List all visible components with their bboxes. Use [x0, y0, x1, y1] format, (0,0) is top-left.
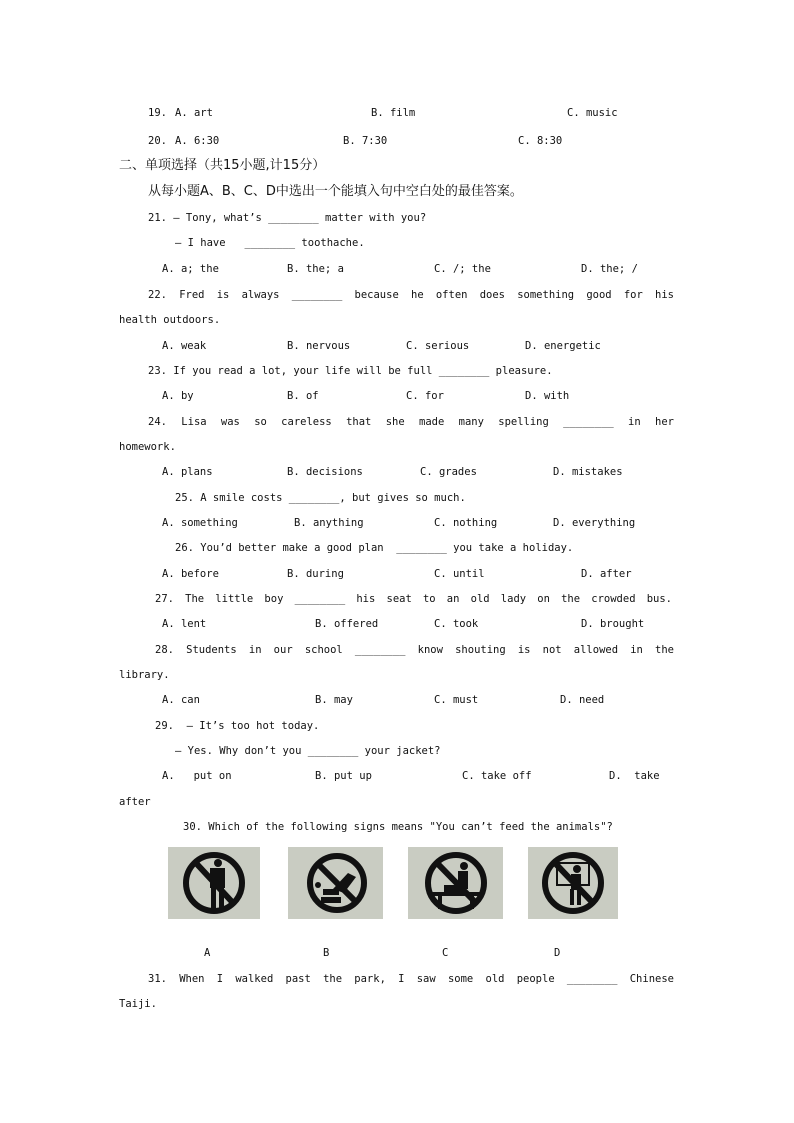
q24-question-cont: homework.: [119, 441, 176, 453]
q22-option-b: B. nervous: [287, 340, 351, 352]
no-leaning-out-sign-icon: [528, 847, 618, 919]
q29-option-d: D. take: [609, 770, 660, 782]
q22-option-c: C. serious: [406, 340, 470, 352]
q27-option-a: A. lent: [162, 618, 207, 630]
sign-label-c: C: [442, 947, 449, 959]
q31-question-cont: Taiji.: [119, 998, 157, 1010]
q25-question: 25. A smile costs ________, but gives so much.: [175, 492, 466, 504]
section-instruction: 从每小题A、B、C、D中选出一个能填入句中空白处的最佳答案。: [148, 184, 523, 199]
q24-option-b: B. decisions: [287, 466, 363, 478]
q19-option-a: A. art: [175, 107, 213, 119]
q25-option-c: C. nothing: [434, 517, 498, 529]
q26-option-b: B. during: [287, 568, 344, 580]
q20-option-c: C. 8:30: [518, 135, 563, 147]
q21-question: 21. — Tony, what’s ________ matter with you?: [148, 212, 427, 224]
sign-label-a: A: [204, 947, 211, 959]
no-climbing-sign-icon: [408, 847, 503, 919]
q27-option-b: B. offered: [315, 618, 379, 630]
q22-question-cont: health outdoors.: [119, 314, 221, 326]
q26-option-c: C. until: [434, 568, 485, 580]
q21-option-a: A. a; the: [162, 263, 219, 275]
q22-question: 22. Fred is always ________ because he often does something good for his: [148, 289, 674, 301]
q28-option-d: D. need: [560, 694, 605, 706]
q21-option-c: C. /; the: [434, 263, 491, 275]
q27-option-d: D. brought: [581, 618, 645, 630]
no-walking-sign-icon: [168, 847, 260, 919]
q28-question: 28. Students in our school ________ know shouting is not allowed in the: [155, 644, 674, 656]
q24-option-a: A. plans: [162, 466, 213, 478]
q23-option-d: D. with: [525, 390, 570, 402]
q28-option-a: A. can: [162, 694, 200, 706]
q31-question: 31. When I walked past the park, I saw some old people ________ Chinese: [148, 973, 674, 985]
q25-option-d: D. everything: [553, 517, 636, 529]
q28-option-b: B. may: [315, 694, 353, 706]
q22-option-a: A. weak: [162, 340, 207, 352]
q26-option-d: D. after: [581, 568, 632, 580]
q26-option-a: A. before: [162, 568, 219, 580]
section-title: 二、单项选择（共15小题,计15分）: [119, 158, 326, 173]
q26-question: 26. You’d better make a good plan ________ you take a holiday.: [175, 542, 574, 554]
q24-question: 24. Lisa was so careless that she made many spelling ________ in her: [148, 416, 674, 428]
q28-question-cont: library.: [119, 669, 170, 681]
q29-question: 29. — It’s too hot today.: [155, 720, 320, 732]
q29-option-b: B. put up: [315, 770, 372, 782]
q29-option-a: A. put on: [162, 770, 232, 782]
q21-response: — I have ________ toothache.: [175, 237, 365, 249]
q24-option-d: D. mistakes: [553, 466, 623, 478]
q23-option-b: B. of: [287, 390, 319, 402]
q24-option-c: C. grades: [420, 466, 477, 478]
q19-option-c: C. music: [567, 107, 618, 119]
q19-option-b: B. film: [371, 107, 416, 119]
q19-number: 19.: [148, 107, 167, 119]
q28-option-c: C. must: [434, 694, 479, 706]
q27-option-c: C. took: [434, 618, 479, 630]
q27-question: 27. The little boy ________ his seat to an old lady on the crowded bus.: [155, 593, 672, 605]
sign-label-d: D: [554, 947, 561, 959]
q21-option-b: B. the; a: [287, 263, 344, 275]
q29-option-c: C. take off: [462, 770, 532, 782]
q29-option-d-cont: after: [119, 796, 151, 808]
q23-option-c: C. for: [406, 390, 444, 402]
no-feeding-sign-icon: [288, 847, 383, 919]
q22-option-d: D. energetic: [525, 340, 601, 352]
q30-question: 30. Which of the following signs means "You can’t feed the animals"?: [183, 821, 613, 833]
q25-option-b: B. anything: [294, 517, 364, 529]
q21-option-d: D. the; /: [581, 263, 638, 275]
q20-number: 20.: [148, 135, 167, 147]
q29-response: — Yes. Why don’t you ________ your jacket?: [175, 745, 441, 757]
q20-option-a: A. 6:30: [175, 135, 220, 147]
sign-label-b: B: [323, 947, 330, 959]
q20-option-b: B. 7:30: [343, 135, 388, 147]
q25-option-a: A. something: [162, 517, 238, 529]
q23-question: 23. If you read a lot, your life will be full ________ pleasure.: [148, 365, 553, 377]
q23-option-a: A. by: [162, 390, 194, 402]
